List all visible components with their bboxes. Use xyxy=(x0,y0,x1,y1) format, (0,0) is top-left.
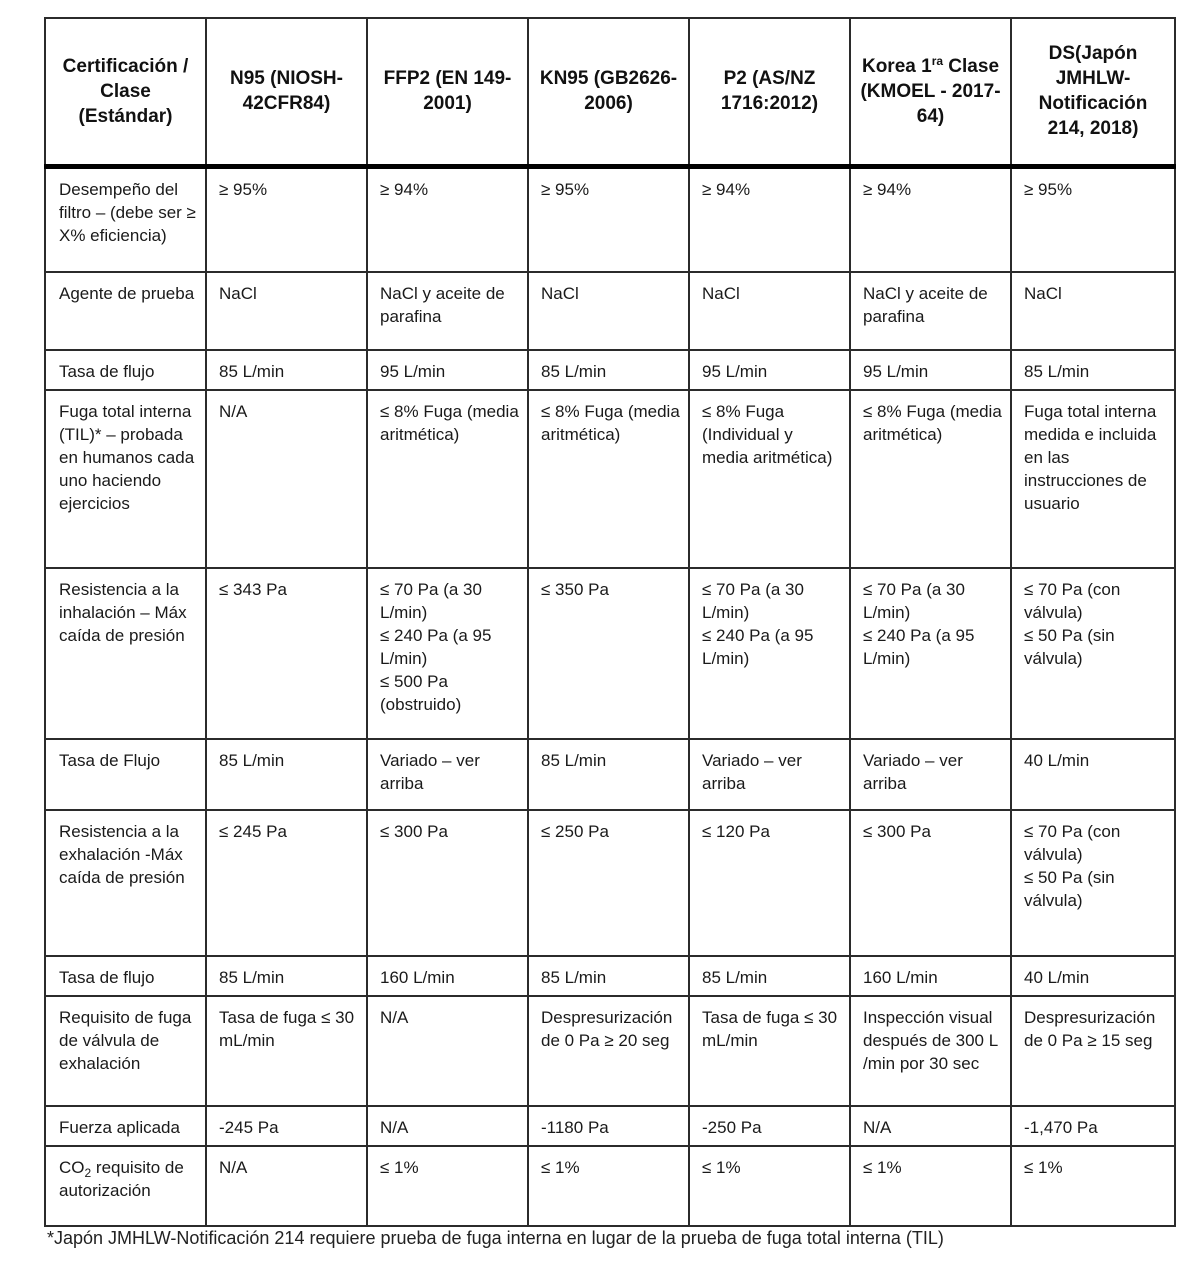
table-row xyxy=(45,166,1175,272)
table-body xyxy=(45,166,1175,1226)
table-cell: 85 L/min xyxy=(528,350,689,390)
table-cell: NaCl xyxy=(528,272,689,350)
table-cell: ≤ 245 Pa xyxy=(206,810,367,956)
row-label: Tasa de flujo xyxy=(45,956,206,996)
table-cell: NaCl xyxy=(689,272,850,350)
header-p2: P2 (AS/NZ 1716:2012) xyxy=(689,18,850,166)
table-cell: ≤ 70 Pa (a 30 L/min) ≤ 240 Pa (a 95 L/min) xyxy=(689,568,850,739)
table-cell: 160 L/min xyxy=(367,956,528,996)
table-cell: 85 L/min xyxy=(528,739,689,810)
table-cell: ≤ 300 Pa xyxy=(367,810,528,956)
table-cell: ≤ 250 Pa xyxy=(528,810,689,956)
table-cell: NaCl xyxy=(1011,272,1175,350)
row-label-sub: 2 xyxy=(84,1166,92,1180)
table-cell: ≤ 70 Pa (con válvula) ≤ 50 Pa (sin válvula) xyxy=(1011,810,1175,956)
row-label: Requisito de fuga de válvula de exhalación xyxy=(45,996,206,1106)
table-cell: 160 L/min xyxy=(850,956,1011,996)
table-cell: N/A xyxy=(367,996,528,1106)
table-cell: ≤ 350 Pa xyxy=(528,568,689,739)
table-row xyxy=(45,350,1175,390)
table-cell: Despresurización de 0 Pa ≥ 20 seg xyxy=(528,996,689,1106)
table-row xyxy=(45,956,1175,996)
row-label: Resistencia a la inhalación – Máx caída de presión xyxy=(45,568,206,739)
table-row xyxy=(45,1106,1175,1146)
table-cell: 95 L/min xyxy=(367,350,528,390)
table-cell: ≤ 1% xyxy=(528,1146,689,1226)
table-cell: 40 L/min xyxy=(1011,739,1175,810)
table-cell: ≥ 95% xyxy=(1011,166,1175,272)
table-cell: ≤ 1% xyxy=(850,1146,1011,1226)
table-cell: Variado – ver arriba xyxy=(689,739,850,810)
table-cell: 85 L/min xyxy=(528,956,689,996)
table-cell: ≤ 343 Pa xyxy=(206,568,367,739)
table-cell: 95 L/min xyxy=(689,350,850,390)
table-cell: NaCl y aceite de parafina xyxy=(850,272,1011,350)
respirator-comparison-table xyxy=(44,17,1176,1227)
table-cell: ≤ 120 Pa xyxy=(689,810,850,956)
table-cell: Variado – ver arriba xyxy=(367,739,528,810)
table-cell: Variado – ver arriba xyxy=(850,739,1011,810)
table-cell: 85 L/min xyxy=(689,956,850,996)
table-cell: N/A xyxy=(206,390,367,568)
table-cell: N/A xyxy=(206,1146,367,1226)
table-cell: ≤ 300 Pa xyxy=(850,810,1011,956)
table-cell: ≤ 1% xyxy=(1011,1146,1175,1226)
table-cell: ≤ 70 Pa (a 30 L/min) ≤ 240 Pa (a 95 L/min) ≤ 500 Pa (obstruido) xyxy=(367,568,528,739)
table-cell: -1180 Pa xyxy=(528,1106,689,1146)
table-row xyxy=(45,390,1175,568)
table-cell: -245 Pa xyxy=(206,1106,367,1146)
table-cell: N/A xyxy=(367,1106,528,1146)
row-label: Desempeño del filtro – (debe ser ≥ X% eficiencia) xyxy=(45,166,206,272)
table-row xyxy=(45,568,1175,739)
table-cell: ≥ 95% xyxy=(528,166,689,272)
header-korea-pre: Korea 1 xyxy=(861,55,932,77)
table-row xyxy=(45,996,1175,1106)
table-cell: ≤ 8% Fuga (media aritmética) xyxy=(528,390,689,568)
footnote: *Japón JMHLW-Notificación 214 requiere prueba de fuga interna en lugar de la prueba de fuga total interna (TIL) xyxy=(47,1228,944,1248)
table-cell: ≤ 70 Pa (con válvula) ≤ 50 Pa (sin válvula) xyxy=(1011,568,1175,739)
table-cell: Tasa de fuga ≤ 30 mL/min xyxy=(689,996,850,1106)
table-cell: NaCl y aceite de parafina xyxy=(367,272,528,350)
header-certification: Certificación / Clase (Estándar) xyxy=(45,18,206,166)
table-cell: 85 L/min xyxy=(1011,350,1175,390)
table-cell: Tasa de fuga ≤ 30 mL/min xyxy=(206,996,367,1106)
row-label: Tasa de flujo xyxy=(45,350,206,390)
table-cell: Fuga total interna medida e incluida en las instrucciones de usuario xyxy=(1011,390,1175,568)
header-korea xyxy=(850,18,1011,166)
table-cell: NaCl xyxy=(206,272,367,350)
table-cell: ≤ 70 Pa (a 30 L/min) ≤ 240 Pa (a 95 L/min) xyxy=(850,568,1011,739)
header-korea-post: Clase (KMOEL - 2017-64) xyxy=(860,55,1001,127)
header-ffp2: FFP2 (EN 149-2001) xyxy=(367,18,528,166)
table-row xyxy=(45,810,1175,956)
table-cell: ≥ 94% xyxy=(367,166,528,272)
table-cell: ≤ 8% Fuga (Individual y media aritmética) xyxy=(689,390,850,568)
row-label: Tasa de Flujo xyxy=(45,739,206,810)
table-row xyxy=(45,1146,1175,1226)
header-n95: N95 (NIOSH-42CFR84) xyxy=(206,18,367,166)
table-cell: -1,470 Pa xyxy=(1011,1106,1175,1146)
table-cell: ≤ 8% Fuga (media aritmética) xyxy=(850,390,1011,568)
table-cell: 85 L/min xyxy=(206,956,367,996)
header-kn95: KN95 (GB2626-2006) xyxy=(528,18,689,166)
table-cell: ≤ 1% xyxy=(367,1146,528,1226)
table-cell: 85 L/min xyxy=(206,350,367,390)
table-cell: -250 Pa xyxy=(689,1106,850,1146)
table-cell: ≥ 94% xyxy=(850,166,1011,272)
header-ds-japan: DS(Japón JMHLW-Notificación 214, 2018) xyxy=(1011,18,1175,166)
table-cell: 95 L/min xyxy=(850,350,1011,390)
table-cell: ≥ 94% xyxy=(689,166,850,272)
table-cell: N/A xyxy=(850,1106,1011,1146)
table-row xyxy=(45,272,1175,350)
table-row xyxy=(45,739,1175,810)
row-label-pre: CO xyxy=(59,1158,85,1177)
table-cell: ≤ 1% xyxy=(689,1146,850,1226)
row-label: Fuga total interna (TIL)* – probada en humanos cada uno haciendo ejercicios xyxy=(45,390,206,568)
table-cell: Despresurización de 0 Pa ≥ 15 seg xyxy=(1011,996,1175,1106)
header-row xyxy=(45,18,1175,166)
table-cell: ≥ 95% xyxy=(206,166,367,272)
row-label-post: requisito de autorización xyxy=(59,1158,184,1200)
row-label xyxy=(45,1146,206,1226)
row-label: Agente de prueba xyxy=(45,272,206,350)
table-cell: ≤ 8% Fuga (media aritmética) xyxy=(367,390,528,568)
table-cell: 40 L/min xyxy=(1011,956,1175,996)
row-label: Resistencia a la exhalación -Máx caída de presión xyxy=(45,810,206,956)
table-cell: Inspección visual después de 300 L /min por 30 sec xyxy=(850,996,1011,1106)
row-label: Fuerza aplicada xyxy=(45,1106,206,1146)
table-cell: 85 L/min xyxy=(206,739,367,810)
header-korea-sup: ra xyxy=(931,53,944,68)
